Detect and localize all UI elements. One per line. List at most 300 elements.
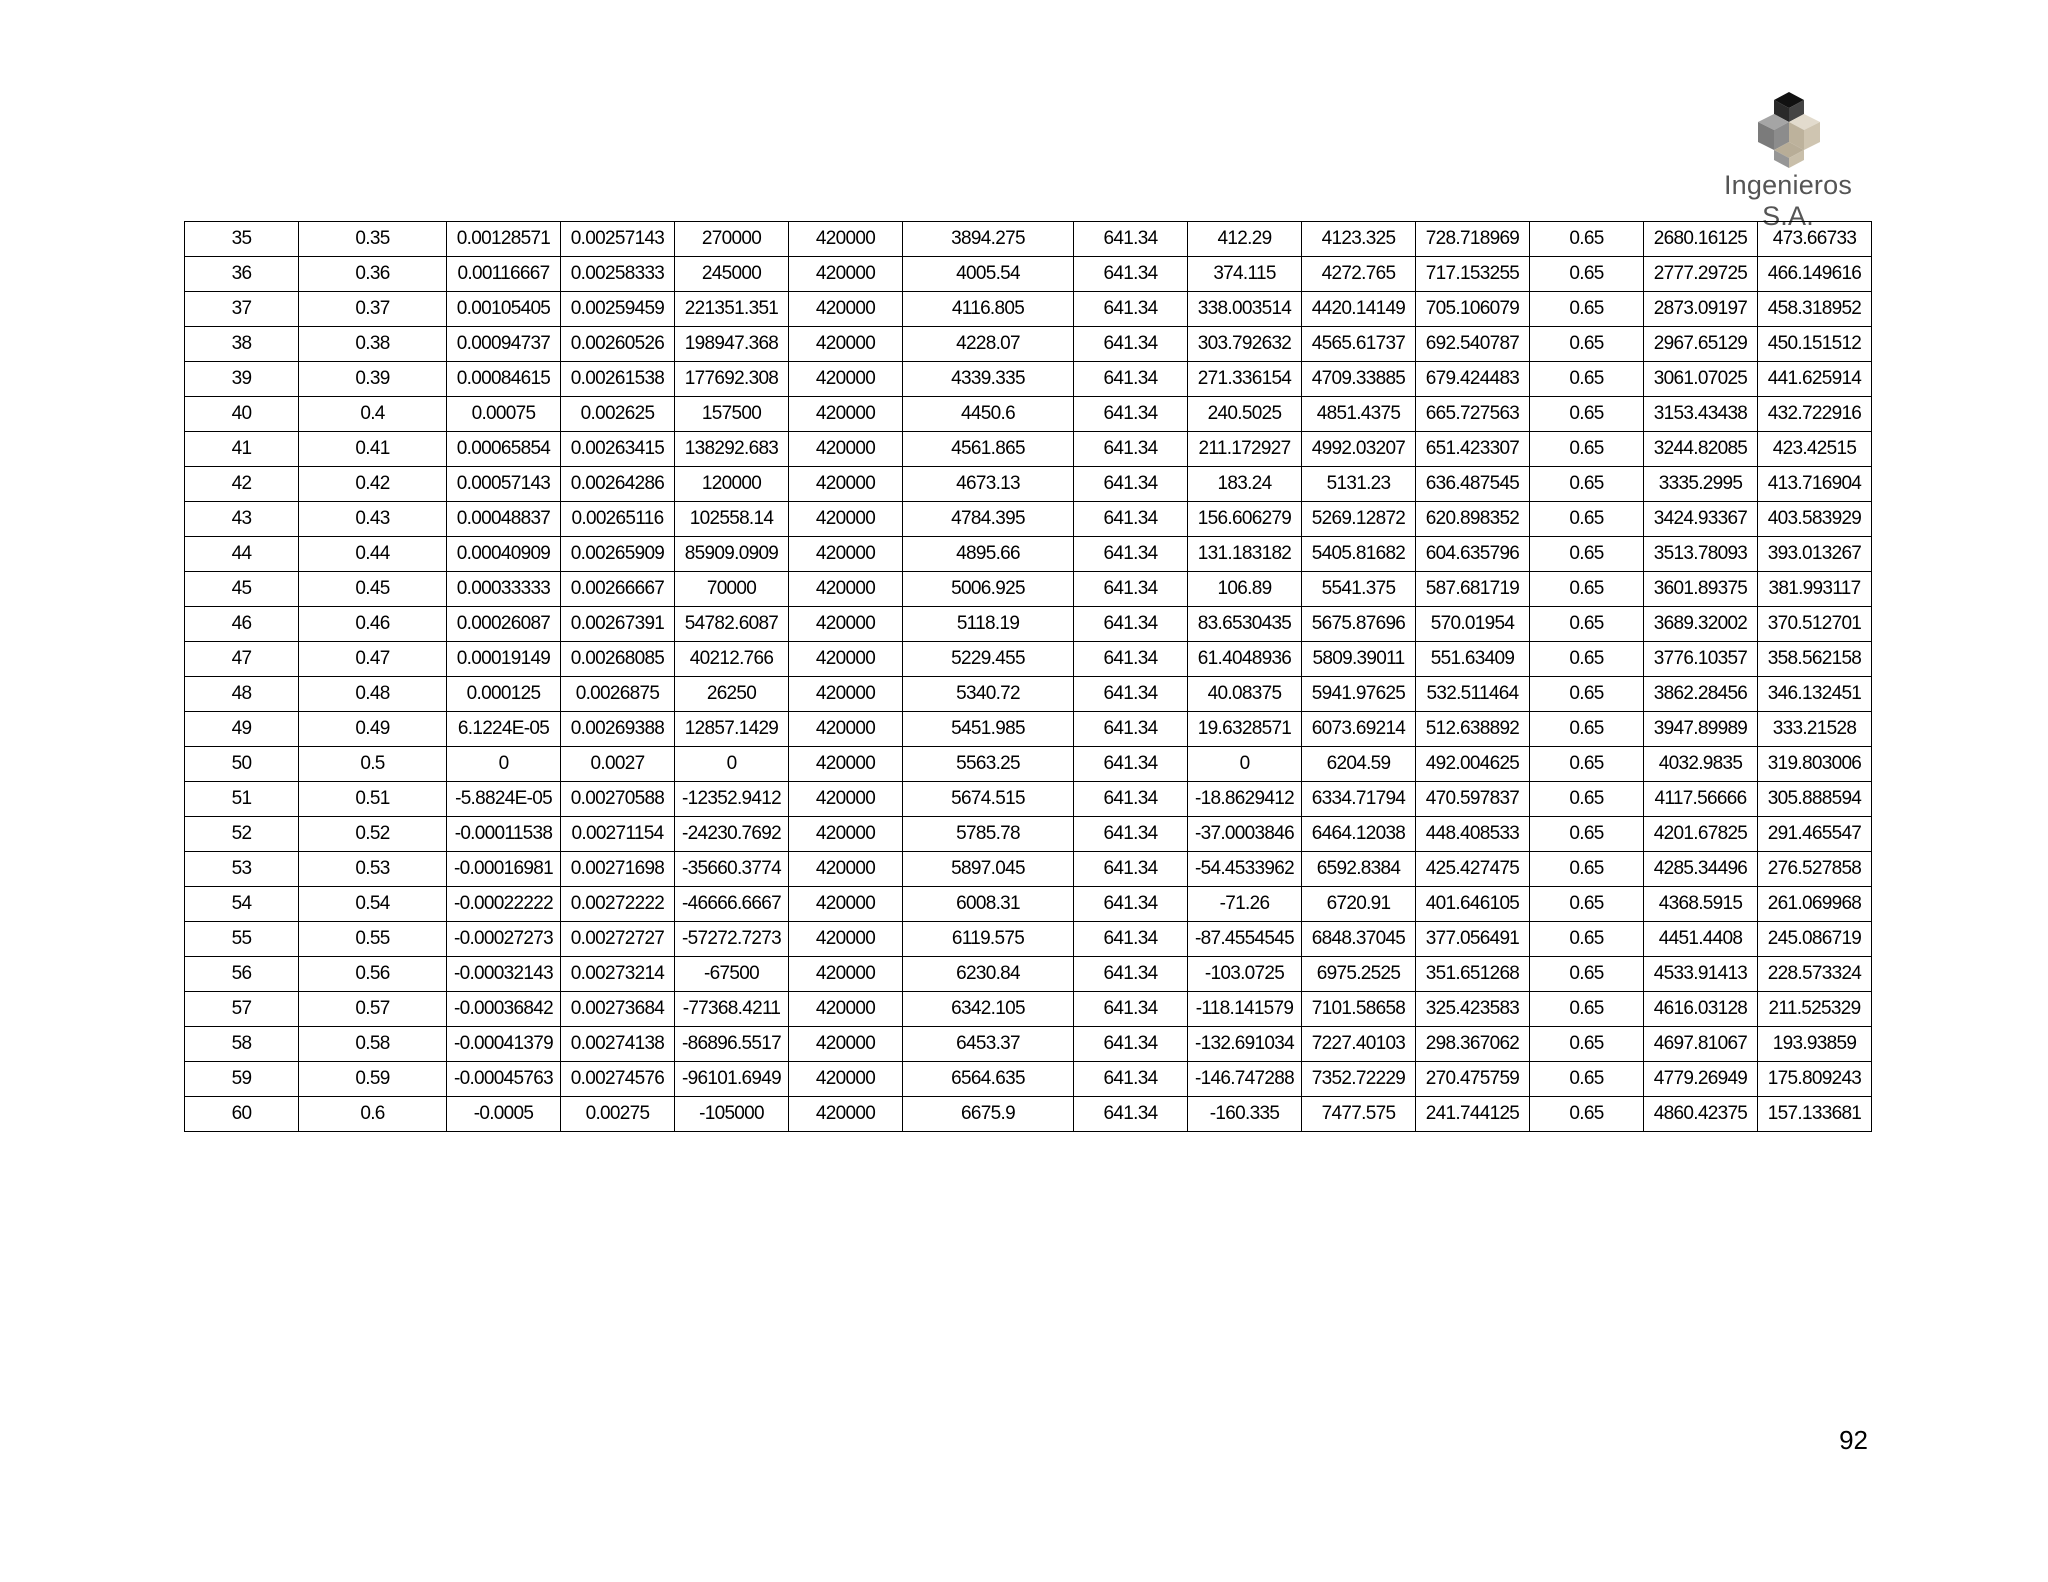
table-cell: 641.34 (1074, 782, 1188, 817)
table-cell: 5006.925 (903, 572, 1074, 607)
table-cell: 641.34 (1074, 887, 1188, 922)
table-cell: 4005.54 (903, 257, 1074, 292)
table-cell: 0.65 (1530, 887, 1644, 922)
table-cell: 413.716904 (1758, 467, 1872, 502)
table-cell: 19.6328571 (1188, 712, 1302, 747)
table-row (185, 607, 1872, 642)
table-cell: 0.0026875 (561, 677, 675, 712)
table-row (185, 222, 1872, 257)
table-cell: 641.34 (1074, 642, 1188, 677)
table-cell: 420000 (789, 1062, 903, 1097)
table-cell: 0.37 (299, 292, 447, 327)
table-cell: 3862.28456 (1644, 677, 1758, 712)
table-cell: 0.00094737 (447, 327, 561, 362)
table-cell: 4616.03128 (1644, 992, 1758, 1027)
table-cell: 319.803006 (1758, 747, 1872, 782)
table-cell: 4697.81067 (1644, 1027, 1758, 1062)
table-cell: 473.66733 (1758, 222, 1872, 257)
table-cell: 0.65 (1530, 362, 1644, 397)
table-cell: 641.34 (1074, 747, 1188, 782)
table-cell: 0.00084615 (447, 362, 561, 397)
table-cell: 6592.8384 (1302, 852, 1416, 887)
table-cell: 0.65 (1530, 642, 1644, 677)
table-cell: 0.47 (299, 642, 447, 677)
table-cell: 420000 (789, 607, 903, 642)
table-cell: 36 (185, 257, 299, 292)
table-cell: 0.48 (299, 677, 447, 712)
table-cell: 59 (185, 1062, 299, 1097)
table-cell: 370.512701 (1758, 607, 1872, 642)
table-cell: 420000 (789, 957, 903, 992)
table-cell: -160.335 (1188, 1097, 1302, 1132)
table-cell: 0.00274138 (561, 1027, 675, 1062)
table-cell: 0.002625 (561, 397, 675, 432)
table-cell: 705.106079 (1416, 292, 1530, 327)
table-cell: 401.646105 (1416, 887, 1530, 922)
table-cell: 58 (185, 1027, 299, 1062)
table-cell: 4709.33885 (1302, 362, 1416, 397)
table-cell: 4228.07 (903, 327, 1074, 362)
table-cell: 0.00263415 (561, 432, 675, 467)
table-cell: 641.34 (1074, 222, 1188, 257)
page-number: 92 (1839, 1425, 1868, 1455)
table-cell: 4272.765 (1302, 257, 1416, 292)
table-cell: 5340.72 (903, 677, 1074, 712)
table-cell: 0.00128571 (447, 222, 561, 257)
table-cell: 175.809243 (1758, 1062, 1872, 1097)
table-cell: -37.0003846 (1188, 817, 1302, 852)
table-cell: 0.4 (299, 397, 447, 432)
table-cell: -87.4554545 (1188, 922, 1302, 957)
table-row (185, 257, 1872, 292)
table-cell: 420000 (789, 222, 903, 257)
table-cell: 0.35 (299, 222, 447, 257)
table-row (185, 397, 1872, 432)
table-cell: 0.000125 (447, 677, 561, 712)
table-cell: 3424.93367 (1644, 502, 1758, 537)
table-cell: 3947.89989 (1644, 712, 1758, 747)
table-cell: 55 (185, 922, 299, 957)
table-cell: 692.540787 (1416, 327, 1530, 362)
table-cell: 0.00268085 (561, 642, 675, 677)
table-row (185, 712, 1872, 747)
table-cell: 6.1224E-05 (447, 712, 561, 747)
table-cell: 271.336154 (1188, 362, 1302, 397)
table-cell: 412.29 (1188, 222, 1302, 257)
table-cell: 3153.43438 (1644, 397, 1758, 432)
table-cell: 604.635796 (1416, 537, 1530, 572)
table-cell: 0.00026087 (447, 607, 561, 642)
table-cell: 0.65 (1530, 327, 1644, 362)
table-cell: 3776.10357 (1644, 642, 1758, 677)
table-cell: 6975.2525 (1302, 957, 1416, 992)
table-cell: 641.34 (1074, 852, 1188, 887)
table-cell: 291.465547 (1758, 817, 1872, 852)
table-row (185, 747, 1872, 782)
table-cell: 0.57 (299, 992, 447, 1027)
table-cell: 0.00271698 (561, 852, 675, 887)
table-cell: 5563.25 (903, 747, 1074, 782)
table-cell: 0.00272222 (561, 887, 675, 922)
table-cell: 0.55 (299, 922, 447, 957)
table-cell: 6453.37 (903, 1027, 1074, 1062)
table-cell: 157500 (675, 397, 789, 432)
table-cell: 0.65 (1530, 257, 1644, 292)
table-cell: 0.45 (299, 572, 447, 607)
table-cell: 641.34 (1074, 432, 1188, 467)
table-row (185, 432, 1872, 467)
table-cell: 4123.325 (1302, 222, 1416, 257)
table-cell: 665.727563 (1416, 397, 1530, 432)
table-cell: 177692.308 (675, 362, 789, 397)
table-cell: 0.65 (1530, 292, 1644, 327)
table-cell: -77368.4211 (675, 992, 789, 1027)
table-cell: -5.8824E-05 (447, 782, 561, 817)
table-cell: 0.44 (299, 537, 447, 572)
table-cell: 0.53 (299, 852, 447, 887)
table-cell: 450.151512 (1758, 327, 1872, 362)
table-cell: 3335.2995 (1644, 467, 1758, 502)
table-cell: 346.132451 (1758, 677, 1872, 712)
table-cell: 5131.23 (1302, 467, 1416, 502)
table-cell: 0.00259459 (561, 292, 675, 327)
table-cell: 532.511464 (1416, 677, 1530, 712)
table-cell: 420000 (789, 257, 903, 292)
table-cell: 4450.6 (903, 397, 1074, 432)
table-cell: -0.00032143 (447, 957, 561, 992)
table-cell: -118.141579 (1188, 992, 1302, 1027)
table-row (185, 572, 1872, 607)
table-cell: 420000 (789, 712, 903, 747)
table-cell: 0.00271154 (561, 817, 675, 852)
table-cell: 641.34 (1074, 992, 1188, 1027)
table-row (185, 817, 1872, 852)
table-cell: 2777.29725 (1644, 257, 1758, 292)
table-cell: 270000 (675, 222, 789, 257)
table-cell: 5941.97625 (1302, 677, 1416, 712)
table-cell: 0.65 (1530, 467, 1644, 502)
table-cell: 7477.575 (1302, 1097, 1416, 1132)
table-cell: 0.65 (1530, 957, 1644, 992)
table-cell: 245000 (675, 257, 789, 292)
table-cell: -67500 (675, 957, 789, 992)
table-cell: 6342.105 (903, 992, 1074, 1027)
table-cell: 641.34 (1074, 502, 1188, 537)
table-cell: 0.65 (1530, 922, 1644, 957)
table-cell: 0.00265909 (561, 537, 675, 572)
table-row (185, 327, 1872, 362)
table-cell: 3244.82085 (1644, 432, 1758, 467)
table-cell: 0.00266667 (561, 572, 675, 607)
table-cell: 0.00269388 (561, 712, 675, 747)
table-cell: 0.65 (1530, 607, 1644, 642)
table-cell: 4032.9835 (1644, 747, 1758, 782)
table-cell: 4201.67825 (1644, 817, 1758, 852)
table-cell: 4451.4408 (1644, 922, 1758, 957)
table-cell: 512.638892 (1416, 712, 1530, 747)
table-cell: 0.00264286 (561, 467, 675, 502)
table-cell: 0.00257143 (561, 222, 675, 257)
table-cell: 211.525329 (1758, 992, 1872, 1027)
table-cell: 5897.045 (903, 852, 1074, 887)
table-cell: 0.00065854 (447, 432, 561, 467)
table-cell: 6720.91 (1302, 887, 1416, 922)
table-cell: 131.183182 (1188, 537, 1302, 572)
table-cell: 0.00274576 (561, 1062, 675, 1097)
table-row (185, 852, 1872, 887)
table-cell: 54782.6087 (675, 607, 789, 642)
table-cell: 0.00040909 (447, 537, 561, 572)
table-cell: 0.41 (299, 432, 447, 467)
table-cell: 0.65 (1530, 747, 1644, 782)
table-cell: 641.34 (1074, 397, 1188, 432)
table-cell: 7352.72229 (1302, 1062, 1416, 1097)
table-row (185, 502, 1872, 537)
table-cell: 43 (185, 502, 299, 537)
table-cell: 374.115 (1188, 257, 1302, 292)
table-cell: 2967.65129 (1644, 327, 1758, 362)
table-cell: 7101.58658 (1302, 992, 1416, 1027)
table-cell: 423.42515 (1758, 432, 1872, 467)
table-cell: 0.65 (1530, 502, 1644, 537)
table-cell: 0.65 (1530, 852, 1644, 887)
table-cell: 641.34 (1074, 957, 1188, 992)
table-cell: 0.65 (1530, 1027, 1644, 1062)
table-cell: 4368.5915 (1644, 887, 1758, 922)
table-cell: -0.0005 (447, 1097, 561, 1132)
table-cell: 4860.42375 (1644, 1097, 1758, 1132)
table-row (185, 782, 1872, 817)
table-cell: 0.65 (1530, 782, 1644, 817)
table-cell: 48 (185, 677, 299, 712)
table-cell: 5674.515 (903, 782, 1074, 817)
table-cell: 377.056491 (1416, 922, 1530, 957)
company-logo (1698, 90, 1878, 231)
table-cell: 6464.12038 (1302, 817, 1416, 852)
table-cell: 0 (1188, 747, 1302, 782)
table-cell: 0.00275 (561, 1097, 675, 1132)
table-cell: 0.00273214 (561, 957, 675, 992)
data-table (184, 221, 1872, 1132)
table-cell: 4339.335 (903, 362, 1074, 397)
table-cell: -0.00036842 (447, 992, 561, 1027)
table-cell: 641.34 (1074, 1027, 1188, 1062)
table-cell: 420000 (789, 922, 903, 957)
table-cell: 466.149616 (1758, 257, 1872, 292)
table-cell: 4285.34496 (1644, 852, 1758, 887)
table-cell: 420000 (789, 992, 903, 1027)
table-cell: 0.65 (1530, 222, 1644, 257)
table-cell: 420000 (789, 852, 903, 887)
table-cell: 0.42 (299, 467, 447, 502)
table-body (185, 222, 1872, 1132)
table-cell: 12857.1429 (675, 712, 789, 747)
table-cell: 0.0027 (561, 747, 675, 782)
table-cell: 41 (185, 432, 299, 467)
table-cell: 0.00272727 (561, 922, 675, 957)
table-cell: 7227.40103 (1302, 1027, 1416, 1062)
table-cell: 0.52 (299, 817, 447, 852)
table-cell: 61.4048936 (1188, 642, 1302, 677)
table-row (185, 887, 1872, 922)
table-cell: 420000 (789, 432, 903, 467)
table-cell: -0.00022222 (447, 887, 561, 922)
table-cell: 35 (185, 222, 299, 257)
table-cell: 38 (185, 327, 299, 362)
table-cell: -105000 (675, 1097, 789, 1132)
table-row (185, 1027, 1872, 1062)
table-cell: 0.00019149 (447, 642, 561, 677)
table-cell: 4561.865 (903, 432, 1074, 467)
table-cell: 0.00105405 (447, 292, 561, 327)
table-cell: 432.722916 (1758, 397, 1872, 432)
table-cell: 102558.14 (675, 502, 789, 537)
table-cell: 420000 (789, 817, 903, 852)
table-cell: 420000 (789, 1027, 903, 1062)
table-cell: 39 (185, 362, 299, 397)
table-cell: -71.26 (1188, 887, 1302, 922)
table-cell: 50 (185, 747, 299, 782)
table-cell: -0.00041379 (447, 1027, 561, 1062)
table-cell: 4117.56666 (1644, 782, 1758, 817)
table-cell: 120000 (675, 467, 789, 502)
table-cell: 0.65 (1530, 712, 1644, 747)
table-cell: 70000 (675, 572, 789, 607)
table-cell: 325.423583 (1416, 992, 1530, 1027)
table-cell: 42 (185, 467, 299, 502)
table-cell: 4992.03207 (1302, 432, 1416, 467)
table-cell: 636.487545 (1416, 467, 1530, 502)
table-cell: 0.36 (299, 257, 447, 292)
table-cell: 6675.9 (903, 1097, 1074, 1132)
table-cell: 420000 (789, 397, 903, 432)
table-cell: 5809.39011 (1302, 642, 1416, 677)
table-cell: 351.651268 (1416, 957, 1530, 992)
table-cell: 51 (185, 782, 299, 817)
table-cell: 3061.07025 (1644, 362, 1758, 397)
table-cell: 4673.13 (903, 467, 1074, 502)
table-cell: 56 (185, 957, 299, 992)
table-cell: 0.38 (299, 327, 447, 362)
table-cell: 261.069968 (1758, 887, 1872, 922)
table-cell: 245.086719 (1758, 922, 1872, 957)
table-cell: 240.5025 (1188, 397, 1302, 432)
table-cell: 44 (185, 537, 299, 572)
table-cell: 3894.275 (903, 222, 1074, 257)
table-row (185, 362, 1872, 397)
table-cell: -18.8629412 (1188, 782, 1302, 817)
table-row (185, 537, 1872, 572)
table-cell: 641.34 (1074, 677, 1188, 712)
table-cell: -12352.9412 (675, 782, 789, 817)
table-cell: 0.65 (1530, 677, 1644, 712)
table-cell: 157.133681 (1758, 1097, 1872, 1132)
table-cell: 0.56 (299, 957, 447, 992)
table-cell: 53 (185, 852, 299, 887)
table-cell: 3601.89375 (1644, 572, 1758, 607)
table-cell: 0.39 (299, 362, 447, 397)
table-cell: 0.65 (1530, 537, 1644, 572)
table-cell: 138292.683 (675, 432, 789, 467)
table-cell: 0.00258333 (561, 257, 675, 292)
table-row (185, 992, 1872, 1027)
table-cell: 6230.84 (903, 957, 1074, 992)
table-cell: 5118.19 (903, 607, 1074, 642)
table-cell: 393.013267 (1758, 537, 1872, 572)
table-cell: 5675.87696 (1302, 607, 1416, 642)
table-cell: 403.583929 (1758, 502, 1872, 537)
table-cell: 0.59 (299, 1062, 447, 1097)
table-cell: 728.718969 (1416, 222, 1530, 257)
table-cell: 641.34 (1074, 467, 1188, 502)
table-cell: 5451.985 (903, 712, 1074, 747)
table-row (185, 1097, 1872, 1132)
table-cell: 448.408533 (1416, 817, 1530, 852)
table-cell: 420000 (789, 642, 903, 677)
table-cell: 420000 (789, 467, 903, 502)
table-cell: 40 (185, 397, 299, 432)
table-cell: 620.898352 (1416, 502, 1530, 537)
table-cell: 183.24 (1188, 467, 1302, 502)
table-cell: 211.172927 (1188, 432, 1302, 467)
table-cell: 156.606279 (1188, 502, 1302, 537)
table-cell: 85909.0909 (675, 537, 789, 572)
table-cell: 5785.78 (903, 817, 1074, 852)
table-cell: 6204.59 (1302, 747, 1416, 782)
table-cell: 420000 (789, 887, 903, 922)
table-cell: 4895.66 (903, 537, 1074, 572)
table-cell: 2873.09197 (1644, 292, 1758, 327)
cube-logo-icon (1756, 90, 1822, 170)
table-cell: 358.562158 (1758, 642, 1872, 677)
table-cell: 0.00260526 (561, 327, 675, 362)
table-cell: 60 (185, 1097, 299, 1132)
table-cell: 641.34 (1074, 922, 1188, 957)
table-cell: 641.34 (1074, 292, 1188, 327)
table-cell: 305.888594 (1758, 782, 1872, 817)
table-cell: 3513.78093 (1644, 537, 1758, 572)
table-cell: 193.93859 (1758, 1027, 1872, 1062)
table-cell: 46 (185, 607, 299, 642)
table-cell: 641.34 (1074, 607, 1188, 642)
table-cell: 26250 (675, 677, 789, 712)
table-cell: 6334.71794 (1302, 782, 1416, 817)
table-cell: 4533.91413 (1644, 957, 1758, 992)
table-cell: 425.427475 (1416, 852, 1530, 887)
table-cell: -132.691034 (1188, 1027, 1302, 1062)
table-cell: -24230.7692 (675, 817, 789, 852)
table-cell: 381.993117 (1758, 572, 1872, 607)
table-cell: 441.625914 (1758, 362, 1872, 397)
table-cell: 0.00273684 (561, 992, 675, 1027)
table-cell: 458.318952 (1758, 292, 1872, 327)
table-cell: 0.00048837 (447, 502, 561, 537)
table-cell: 228.573324 (1758, 957, 1872, 992)
table-cell: 6008.31 (903, 887, 1074, 922)
table-cell: 221351.351 (675, 292, 789, 327)
table-cell: 679.424483 (1416, 362, 1530, 397)
table-cell: 0.00267391 (561, 607, 675, 642)
table-cell: 492.004625 (1416, 747, 1530, 782)
table-cell: 276.527858 (1758, 852, 1872, 887)
table-cell: -96101.6949 (675, 1062, 789, 1097)
table-cell: 0.00265116 (561, 502, 675, 537)
table-cell: 420000 (789, 677, 903, 712)
table-cell: 40.08375 (1188, 677, 1302, 712)
table-cell: 641.34 (1074, 327, 1188, 362)
table-cell: 54 (185, 887, 299, 922)
table-cell: -54.4533962 (1188, 852, 1302, 887)
